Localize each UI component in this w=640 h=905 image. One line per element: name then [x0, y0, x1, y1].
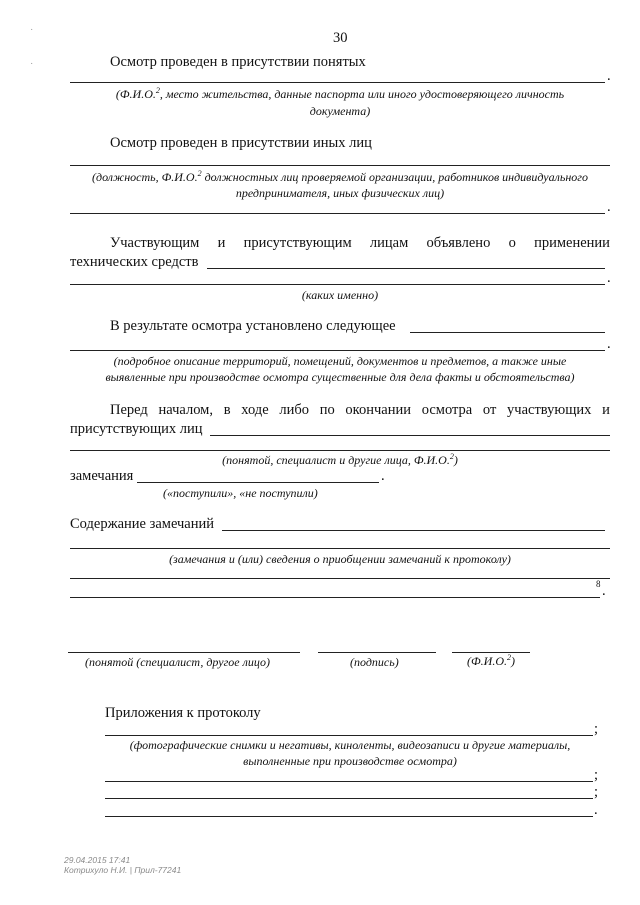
period: . [594, 802, 598, 818]
semicolon: ; [594, 784, 599, 800]
fill-line [105, 798, 593, 799]
signature-line-signature [318, 652, 436, 653]
fill-line [70, 450, 610, 451]
page-number: 30 [333, 30, 348, 46]
other-persons-caption: (должность, Ф.И.О.$^2$ должностных лиц проверяемой организации, работников индивидуального [92, 169, 588, 184]
witnesses-caption: (Ф.И.О.$^2$, место жительства, данные паспорта или иного удостоверяющего личность [115, 86, 565, 101]
fill-line [70, 213, 605, 214]
other-persons-heading: Осмотр проведен в присутствии иных лиц [110, 135, 372, 151]
margin-mark: ˙ [30, 62, 34, 73]
fill-line [70, 165, 610, 166]
footnote-ref: 8 [596, 579, 601, 589]
fill-line [70, 548, 610, 549]
content-label: Содержание замечаний [70, 516, 215, 532]
remarks-line-1: Перед началом, в ходе либо по окончании осмотра от участвующих и [110, 402, 610, 418]
remarks-line-2: присутствующих лиц [70, 421, 203, 437]
fill-line [70, 82, 605, 83]
fill-line [222, 530, 605, 531]
fill-line [105, 816, 593, 817]
fill-line [70, 350, 605, 351]
signature-line-person [68, 652, 300, 653]
remarks-caption: (понятой, специалист и другие лица, Ф.И.О.$^2$) [222, 452, 458, 467]
fill-line [210, 435, 610, 436]
attachments-heading: Приложения к протоколу [105, 705, 261, 721]
period: . [607, 199, 611, 215]
other-persons-caption: предпринимателя, иных физических лиц) [235, 186, 445, 200]
period: . [602, 583, 606, 599]
period: . [607, 270, 611, 286]
fill-line [137, 482, 379, 483]
results-caption: (подробное описание территорий, помещений, документов и предметов, а также иные [113, 354, 567, 368]
remarks-options-caption: («поступили», «не поступили) [163, 486, 318, 500]
signature-person-caption: (понятой (специалист, другое лицо) [85, 655, 270, 669]
content-caption: (замечания и (или) сведения о приобщении замечаний к протоколу) [169, 552, 511, 566]
technical-line-2: технических средств [70, 254, 199, 270]
fill-line [105, 781, 593, 782]
semicolon: ; [594, 721, 599, 737]
fill-line [70, 284, 605, 285]
witnesses-heading: Осмотр проведен в присутствии понятых [110, 54, 366, 70]
witnesses-caption: документа) [309, 104, 371, 118]
footer-source: Котрихуло Н.И. | Прил-77241 [64, 865, 182, 875]
signature-caption: (подпись) [350, 655, 399, 669]
technical-caption: (каких именно) [301, 288, 379, 302]
fill-line [207, 268, 605, 269]
fill-line [105, 735, 593, 736]
fill-line [70, 578, 610, 579]
remarks-label: замечания [70, 468, 134, 484]
results-caption: выявленные при производстве осмотра существенные для дела факты и обстоятельства) [105, 370, 575, 384]
fill-line [410, 332, 605, 333]
signature-name-caption: (Ф.И.О.$^2$) [467, 653, 515, 668]
period: . [607, 68, 611, 84]
footer-date: 29.04.2015 17:41 [64, 855, 131, 865]
attachments-caption: выполненные при производстве осмотра) [243, 754, 457, 768]
fill-line [70, 597, 600, 598]
period: . [607, 336, 611, 352]
semicolon: ; [594, 767, 599, 783]
attachments-caption: (фотографические снимки и негативы, киноленты, видеозаписи и другие материалы, [129, 738, 571, 752]
period: . [381, 468, 385, 484]
results-text: В результате осмотра установлено следующее [110, 318, 396, 334]
margin-mark: ˙ [30, 28, 34, 39]
technical-line-1: Участвующим и присутствующим лицам объявлено о применении [110, 235, 610, 251]
